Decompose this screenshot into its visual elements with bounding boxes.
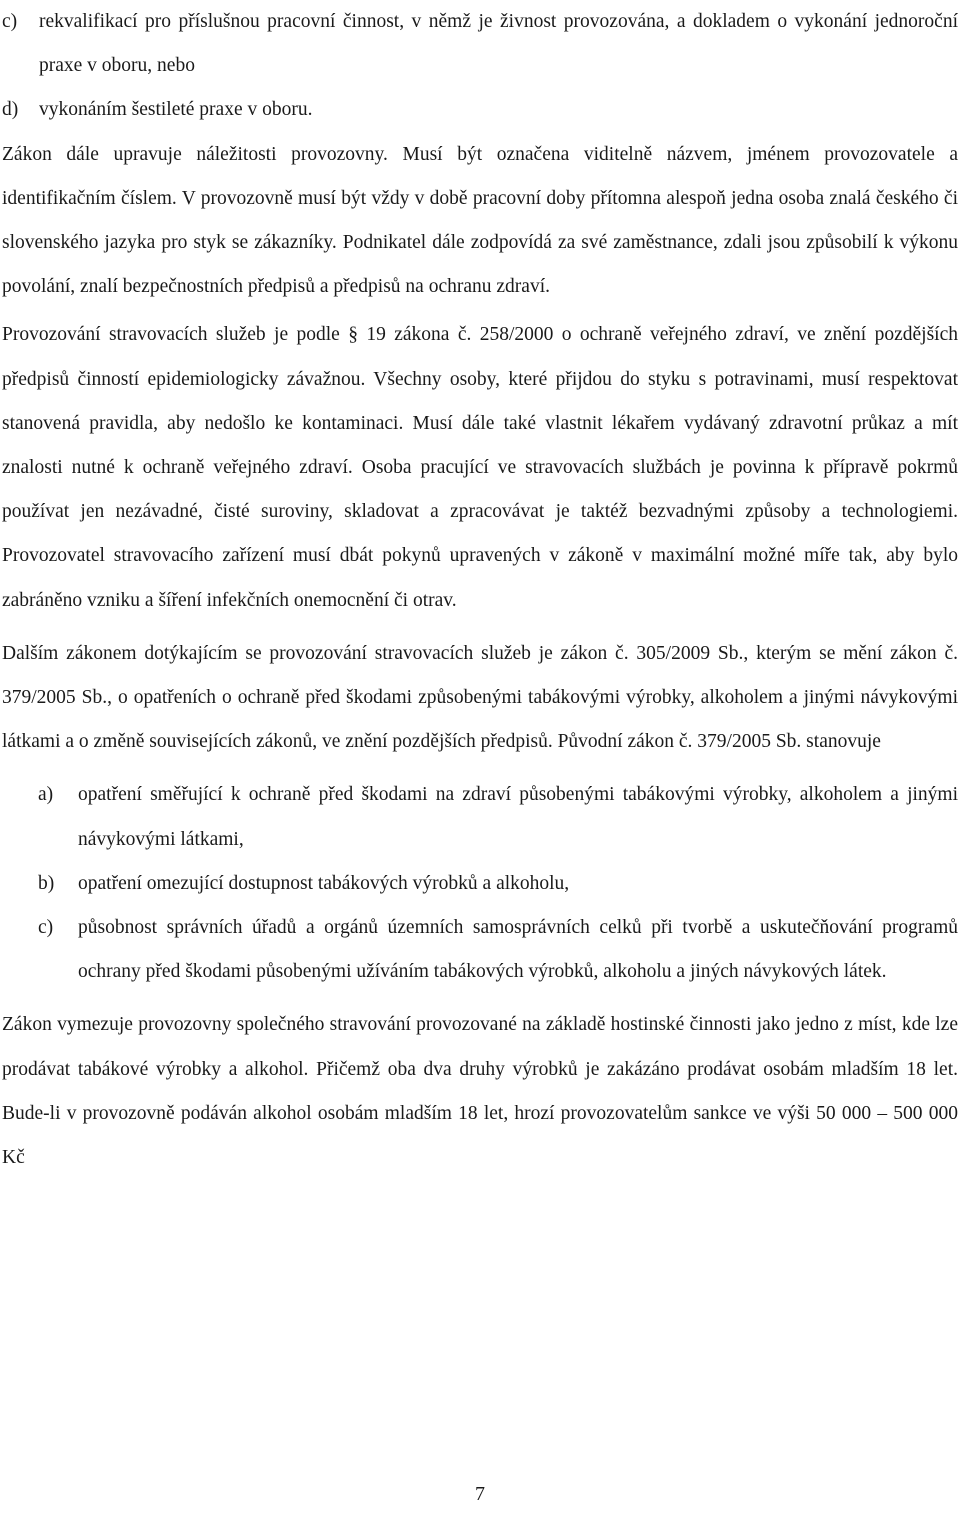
list-item-text: rekvalifikací pro příslušnou pracovní činnost, v němž je živnost provozována, a dokladem o vykonání jednoroční praxe v oboru, nebo [39,11,958,77]
spacer [2,764,958,773]
list-item-text: vykonáním šestileté praxe v oboru. [39,99,313,121]
list-marker: a) [38,784,54,806]
paragraph-prodej-tabaku-alkoholu: Zákon vymezuje provozovny společného stravování provozované na základě hostinské činnosti jako jedno z míst, kde lze prodávat tabákové výrobky a alkohol. Přičemž oba dva druhy výrobků je zakázáno prodávat osobám mladším 18 let. Bude-li v provozovně podáván alkohol osobám mladším 18 let, hrozí provozovatelům sankce ve výši 50 000 – 500 000 Kč [2,1014,958,1169]
list-marker: b) [38,872,55,894]
paragraph-stravovaci-sluzby: Provozování stravovacích služeb je podle § 19 zákona č. 258/2000 o ochraně veřejného zdraví, ve znění pozdějších předpisů činností epidemiologicky závažnou. Všechny osoby, které přijdou do styku s potravinami, musí respektovat stanovená pravidla, aby nedošlo ke kontaminaci. Musí dále také vlastnit lékařem vydávaný zdravotní průkaz a mít znalosti nutné k ochraně veřejného zdraví. Osoba pracující ve stravovacích službách je povinna k přípravě pokrmů používat jen nezávadné, čisté suroviny, skladovat a zpracovávat je taktéž bezvadnými způsoby a technologiemi. Provozovatel stravovacího zařízení musí dbát pokynů upravených v zákoně v maximální možné míře tak, aby bylo zabráněno vzniku a šíření infekčních onemocnění či otrav. [2,324,958,611]
list-marker: c) [2,11,18,32]
list-item-a [38,773,958,861]
list-zakon-stanovuje [2,773,958,994]
list-marker: c) [38,917,54,939]
list-item-text: opatření směřující k ochraně před škodami na zdraví působenými tabákovými výrobky, alkoholem a jinými návykovými látkami, [78,784,958,850]
spacer [2,623,958,632]
list-item-b [38,862,958,906]
list-item-text: působnost správních úřadů a orgánů územních samosprávních celků při tvorbě a uskutečňování programů ochrany před škodami působenými užíváním tabákových výrobků, alkoholu a jiných návykových látek. [78,917,958,983]
list-item-c-top [2,0,958,88]
paragraph-provozovna: Zákon dále upravuje náležitosti provozovny. Musí být označena viditelně názvem, jménem provozovatele a identifikačním číslem. V provozovně musí být vždy v době pracovní doby přítomna alespoň jedna osoba znalá českého či slovenského jazyka pro styk se zákazníky. Podnikatel dále zodpovídá za své zaměstnance, zdali jsou způsobilí k výkonu povolání, znalí bezpečnostních předpisů a předpisů na ochranu zdraví. [2,143,958,298]
spacer [2,994,958,1003]
paragraph-zakon-305: Dalším zákonem dotýkajícím se provozování stravovacích služeb je zákon č. 305/2009 Sb., kterým se mění zákon č. 379/2005 Sb., o opatřeních o ochraně před škodami způsobenými tabákovými výrobky, alkoholem a jinými návykovými látkami a o změně souvisejících zákonů, ve znění pozdějších předpisů. Původní zákon č. 379/2005 Sb. stanovuje [2,642,958,753]
list-marker: d) [2,99,19,121]
list-item-text: opatření omezující dostupnost tabákových výrobků a alkoholu, [78,872,570,894]
list-item-c [38,906,958,994]
list-item-d-top [2,88,958,132]
page-number: 7 [475,1483,485,1505]
document-page [2,0,958,1180]
